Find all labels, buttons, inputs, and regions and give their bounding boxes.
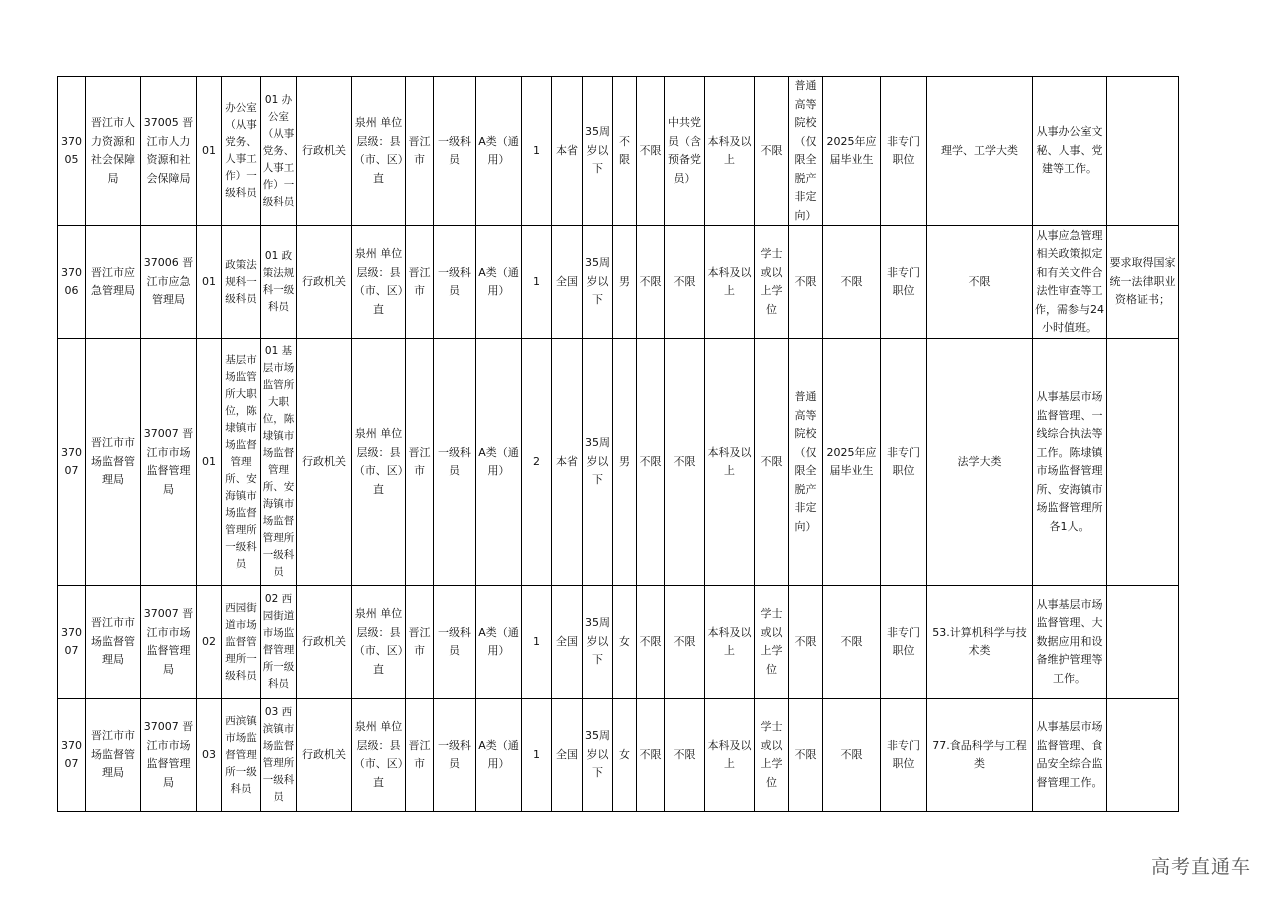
cell-unit: 晋江市市场监督管理局: [86, 339, 141, 586]
cell-rank: 一级科员: [434, 226, 476, 339]
cell-unit: 晋江市市场监督管理局: [86, 699, 141, 812]
table-row: [58, 586, 1179, 699]
cell-grad: 不限: [823, 226, 881, 339]
cell-other: 要求取得国家统一法律职业资格证书；: [1107, 226, 1179, 339]
cell-post-name: 01 办公室（从事党务、人事工作）一级科员: [261, 77, 297, 226]
watermark-text: 高考直通车: [1150, 856, 1251, 878]
cell-rank: 一级科员: [434, 339, 476, 586]
cell-politics: 不限: [665, 339, 705, 586]
cell-remark: 从事办公室文秘、人事、党建等工作。: [1033, 77, 1107, 226]
cell-org-type: 行政机关: [297, 339, 352, 586]
cell-rank: 一级科员: [434, 77, 476, 226]
cell-other: [1107, 586, 1179, 699]
cell-city: 晋江市: [406, 77, 434, 226]
cell-other: [1107, 339, 1179, 586]
cell-scope: 全国: [552, 699, 583, 812]
cell-code: 37007: [58, 586, 86, 699]
cell-major: 77.食品科学与工程类: [927, 699, 1033, 812]
cell-special: 非专门职位: [881, 77, 927, 226]
cell-special: 非专门职位: [881, 699, 927, 812]
cell-dept: 37007 晋江市市场监督管理局: [141, 339, 197, 586]
cell-ethnic: 不限: [637, 339, 665, 586]
cell-remark: 从事基层市场监督管理、大数据应用和设备维护管理等工作。: [1033, 586, 1107, 699]
cell-category: A类（通用）: [476, 586, 522, 699]
cell-job: 基层市场监管所大职位，陈埭镇市场监督管理所、安海镇市场监督管理所一级科员: [222, 339, 261, 586]
cell-city: 晋江市: [406, 226, 434, 339]
cell-education: 本科及以上: [705, 226, 755, 339]
cell-institution: 普通高等院校（仅限全脱产非定向）: [789, 339, 823, 586]
recruitment-table: [57, 76, 1179, 812]
cell-ethnic: 不限: [637, 586, 665, 699]
cell-code: 37006: [58, 226, 86, 339]
cell-org-type: 行政机关: [297, 77, 352, 226]
cell-institution: 不限: [789, 586, 823, 699]
cell-level: 泉州 单位层级：县（市、区）直: [352, 339, 406, 586]
cell-age: 35周岁以下: [583, 77, 613, 226]
cell-education: 本科及以上: [705, 339, 755, 586]
cell-post-name: 02 西园街道市场监督管理所一级科员: [261, 586, 297, 699]
table-row: [58, 339, 1179, 586]
cell-gender: 男: [613, 339, 637, 586]
cell-politics: 中共党员（含预备党员）: [665, 77, 705, 226]
cell-scope: 本省: [552, 339, 583, 586]
cell-scope: 本省: [552, 77, 583, 226]
table-row: [58, 226, 1179, 339]
cell-age: 35周岁以下: [583, 699, 613, 812]
cell-level: 泉州 单位层级：县（市、区）直: [352, 586, 406, 699]
cell-education: 本科及以上: [705, 77, 755, 226]
cell-remark: 从事应急管理相关政策拟定和有关文件合法性审查等工作，需参与24小时值班。: [1033, 226, 1107, 339]
table-row: [58, 77, 1179, 226]
cell-scope: 全国: [552, 586, 583, 699]
cell-count: 1: [522, 699, 552, 812]
table-body: [58, 77, 1179, 812]
cell-job: 政策法规科一级科员: [222, 226, 261, 339]
cell-dept: 37006 晋江市应急管理局: [141, 226, 197, 339]
cell-level: 泉州 单位层级：县（市、区）直: [352, 699, 406, 812]
cell-special: 非专门职位: [881, 339, 927, 586]
cell-special: 非专门职位: [881, 226, 927, 339]
cell-remark: 从事基层市场监督管理、一线综合执法等工作。陈埭镇市场监督管理所、安海镇市场监督管理所各1人。: [1033, 339, 1107, 586]
cell-post-name: 01 基层市场监管所大职位，陈埭镇市场监督管理所、安海镇市场监督管理所一级科员: [261, 339, 297, 586]
cell-degree: 不限: [755, 77, 789, 226]
cell-institution: 不限: [789, 699, 823, 812]
cell-category: A类（通用）: [476, 699, 522, 812]
cell-age: 35周岁以下: [583, 226, 613, 339]
cell-institution: 不限: [789, 226, 823, 339]
cell-gender: 不限: [613, 77, 637, 226]
cell-politics: 不限: [665, 226, 705, 339]
cell-ethnic: 不限: [637, 699, 665, 812]
cell-major: 理学、工学大类: [927, 77, 1033, 226]
cell-dept: 37005 晋江市人力资源和社会保障局: [141, 77, 197, 226]
cell-category: A类（通用）: [476, 226, 522, 339]
cell-education: 本科及以上: [705, 586, 755, 699]
cell-count: 1: [522, 586, 552, 699]
cell-age: 35周岁以下: [583, 586, 613, 699]
table-row: [58, 699, 1179, 812]
cell-grad: 2025年应届毕业生: [823, 339, 881, 586]
cell-ethnic: 不限: [637, 77, 665, 226]
cell-grad: 不限: [823, 586, 881, 699]
cell-category: A类（通用）: [476, 339, 522, 586]
cell-count: 2: [522, 339, 552, 586]
cell-code: 37007: [58, 699, 86, 812]
cell-rank: 一级科员: [434, 699, 476, 812]
cell-post-no: 01: [197, 77, 222, 226]
cell-grad: 不限: [823, 699, 881, 812]
cell-special: 非专门职位: [881, 586, 927, 699]
cell-institution: 普通高等院校（仅限全脱产非定向）: [789, 77, 823, 226]
cell-degree: 学士或以上学位: [755, 586, 789, 699]
cell-job: 西滨镇市场监督管理所一级科员: [222, 699, 261, 812]
cell-org-type: 行政机关: [297, 226, 352, 339]
cell-degree: 学士或以上学位: [755, 699, 789, 812]
cell-org-type: 行政机关: [297, 586, 352, 699]
cell-other: [1107, 77, 1179, 226]
cell-gender: 女: [613, 699, 637, 812]
cell-level: 泉州 单位层级：县（市、区）直: [352, 77, 406, 226]
cell-post-no: 02: [197, 586, 222, 699]
cell-gender: 女: [613, 586, 637, 699]
cell-job: 西园街道市场监督管理所一级科员: [222, 586, 261, 699]
cell-category: A类（通用）: [476, 77, 522, 226]
cell-major: 不限: [927, 226, 1033, 339]
cell-dept: 37007 晋江市市场监督管理局: [141, 586, 197, 699]
cell-politics: 不限: [665, 699, 705, 812]
cell-degree: 学士或以上学位: [755, 226, 789, 339]
cell-city: 晋江市: [406, 586, 434, 699]
cell-job: 办公室（从事党务、人事工作）一级科员: [222, 77, 261, 226]
cell-org-type: 行政机关: [297, 699, 352, 812]
cell-age: 35周岁以下: [583, 339, 613, 586]
cell-unit: 晋江市人力资源和社会保障局: [86, 77, 141, 226]
cell-ethnic: 不限: [637, 226, 665, 339]
cell-post-no: 03: [197, 699, 222, 812]
cell-post-no: 01: [197, 339, 222, 586]
cell-post-name: 03 西滨镇市场监督管理所一级科员: [261, 699, 297, 812]
cell-code: 37007: [58, 339, 86, 586]
cell-count: 1: [522, 77, 552, 226]
cell-grad: 2025年应届毕业生: [823, 77, 881, 226]
cell-major: 53.计算机科学与技术类: [927, 586, 1033, 699]
cell-post-name: 01 政策法规科一级科员: [261, 226, 297, 339]
cell-remark: 从事基层市场监督管理、食品安全综合监督管理工作。: [1033, 699, 1107, 812]
cell-education: 本科及以上: [705, 699, 755, 812]
cell-rank: 一级科员: [434, 586, 476, 699]
cell-other: [1107, 699, 1179, 812]
cell-city: 晋江市: [406, 699, 434, 812]
cell-count: 1: [522, 226, 552, 339]
cell-degree: 不限: [755, 339, 789, 586]
cell-major: 法学大类: [927, 339, 1033, 586]
cell-dept: 37007 晋江市市场监督管理局: [141, 699, 197, 812]
cell-scope: 全国: [552, 226, 583, 339]
cell-code: 37005: [58, 77, 86, 226]
cell-unit: 晋江市市场监督管理局: [86, 586, 141, 699]
cell-gender: 男: [613, 226, 637, 339]
cell-unit: 晋江市应急管理局: [86, 226, 141, 339]
cell-level: 泉州 单位层级：县（市、区）直: [352, 226, 406, 339]
cell-politics: 不限: [665, 586, 705, 699]
cell-post-no: 01: [197, 226, 222, 339]
cell-city: 晋江市: [406, 339, 434, 586]
